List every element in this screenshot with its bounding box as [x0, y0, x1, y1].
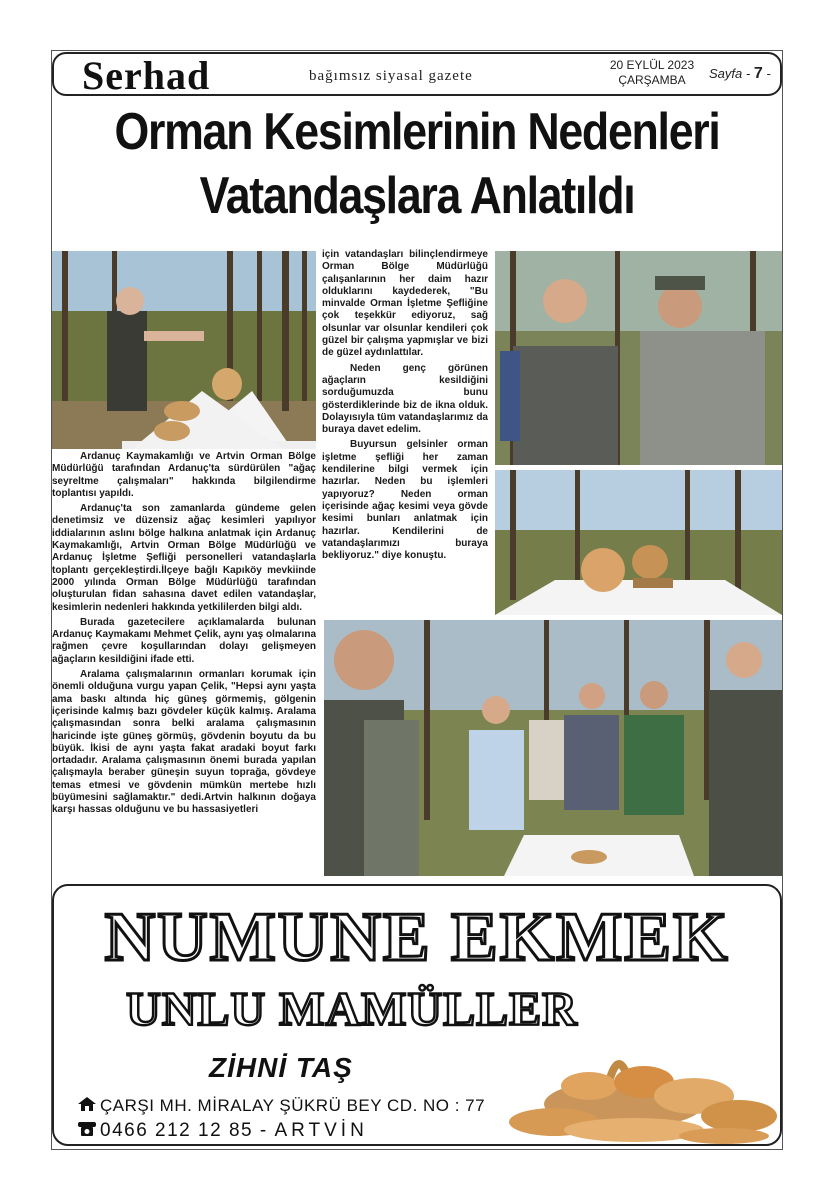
newspaper-name: Serhad	[82, 53, 211, 98]
ad-phone-number: 0466 212 12 85	[100, 1120, 254, 1141]
photo-wood-slices-table	[495, 470, 782, 615]
issue-date-value: 20 EYLÜL 2023	[609, 58, 695, 72]
article-paragraph: Ardanuç Kaymakamlığı ve Artvin Orman Bölge Müdürlüğü tarafından Ardanuç'ta sürdürülen "ağaç seyreltme çalışmaları" hakkında bilgilendirme toplantısı yapıldı.	[52, 451, 316, 499]
article-paragraph: Burada gazetecilere açıklamalarda bulunan Ardanuç Kaymakamı Mehmet Çelik, aynı yaş olmalarına rağmen çevre koşullarından dolayı gelişmeyen ağaçların kesildiğini ifade etti.	[52, 616, 316, 665]
page-number	[709, 65, 771, 83]
ad-subtitle: UNLU MAMÜLLER	[126, 983, 578, 1036]
newspaper-tagline: bağımsız siyasal gazete	[309, 68, 473, 84]
headline-line-1: Orman Kesimlerinin Nedenleri	[114, 103, 720, 161]
ad-title: NUMUNE EKMEK	[104, 899, 730, 976]
bread-basket-illustration	[494, 1004, 780, 1144]
bakery-advertisement	[52, 884, 782, 1146]
page-suffix: -	[766, 66, 771, 81]
article-paragraph: Aralama çalışmalarının ormanları korumak için önemli olduğuna vurgu yapan Çelik, "Hepsi aynı yaşta ama baskı altında hiç güneş görmemiş, gölgenin içerisinde kalmış bazı gövdeler küçük kalmış. Aralama çalışmasından sonra belki aralama çalışmasının haricinde işte güneş görmüş, gövdenin boyutu da bu büyük. İkisi de aynı yaşta fakat aradaki boyut farkı ortadadır. Aralama çalışmasının önemi burada yapılan çalışmayla beraber güneşin suyun toprağa, gövdeye temas etmesi ve gövdenin mümkün mertebe hızlı büyümesini sağlamaktır." dedi.Artvin halkının doğaya karşı hassas olduğunu ve bu hassasiyetleri	[52, 669, 316, 816]
issue-date	[602, 58, 702, 88]
article-paragraph: Buyursun gelsinler orman işletme şefliği her zaman kendilerine bilgi vermek için hazırlar. Neden bu işlemleri yapıyoruz? Neden orman içerisinde ağaç kesimi veya gövde kesimi bunları anlatmak için hazırlar. Kendilerini de vatandaşlarımızı buraya bekliyoruz." diye konuştu.	[322, 439, 488, 562]
article-paragraph: Neden genç görünen ağaçların kesildiğini sorduğumuzda bunu gösterdiklerinde biz de ikna olduk. Dolayısıyla tüm vatandaşlarımız da buraya davet edelim.	[322, 362, 488, 436]
telephone-icon	[78, 1120, 100, 1142]
photo-official-wood-slices	[52, 251, 316, 449]
article-column-2	[322, 249, 488, 617]
page-number-value: 7	[753, 65, 763, 82]
article-paragraph: için vatandaşları bilinçlendirmeye Orman Bölge Müdürlüğü çalışanlarının her daim hazır olduklarını kaydederek, "Bu minvalde Orman İşletme Şefliğine çok teşekkür ediyoruz, sağ olsunlar var olsunlar kendileri çok güzel bir çalışma yapmışlar ve bizi de güzel aydınlattılar.	[322, 249, 488, 359]
article-column-1	[52, 451, 316, 878]
issue-weekday: ÇARŞAMBA	[618, 73, 686, 87]
ad-address	[78, 1096, 485, 1116]
ad-city: ARTVİN	[274, 1120, 368, 1141]
headline	[103, 100, 731, 228]
article-paragraph: Ardanuç'ta son zamanlarda gündeme gelen denetimsiz ve düzensiz ağaç kesimleri yapılıyor iddialarının aslını bölge halkına anlatmak için Ardanuç Kaymakamlığı, Artvin Orman Bölge Müdürlüğü ve Ardanuç İşletme Şefliği personelleri vatandaşlarla toplantı gerçekleştirdi.İlçeye bağlı Kapıköy mevkiinde 2000 yılında Orman Bölge Müdürlüğü tarafından oluşturulan fidan sahasına davet edilen vatandaşlar, kesimlerin nedenleri hakkında yetkililerden bilgi aldı.	[52, 503, 316, 613]
photo-two-officials	[495, 251, 782, 465]
masthead	[52, 52, 782, 96]
ad-address-text: ÇARŞI MH. MİRALAY ŞÜKRÜ BEY CD. NO : 77	[100, 1096, 486, 1115]
home-icon	[78, 1096, 100, 1116]
headline-line-2: Vatandaşlara Anlatıldı	[199, 167, 635, 225]
page-label: Sayfa -	[709, 66, 751, 81]
ad-phone: 0466 212 12 85 - ARTVİN	[78, 1120, 368, 1142]
photo-group-meeting	[324, 620, 782, 876]
ad-owner-name: ZİHNİ TAŞ	[209, 1052, 353, 1083]
